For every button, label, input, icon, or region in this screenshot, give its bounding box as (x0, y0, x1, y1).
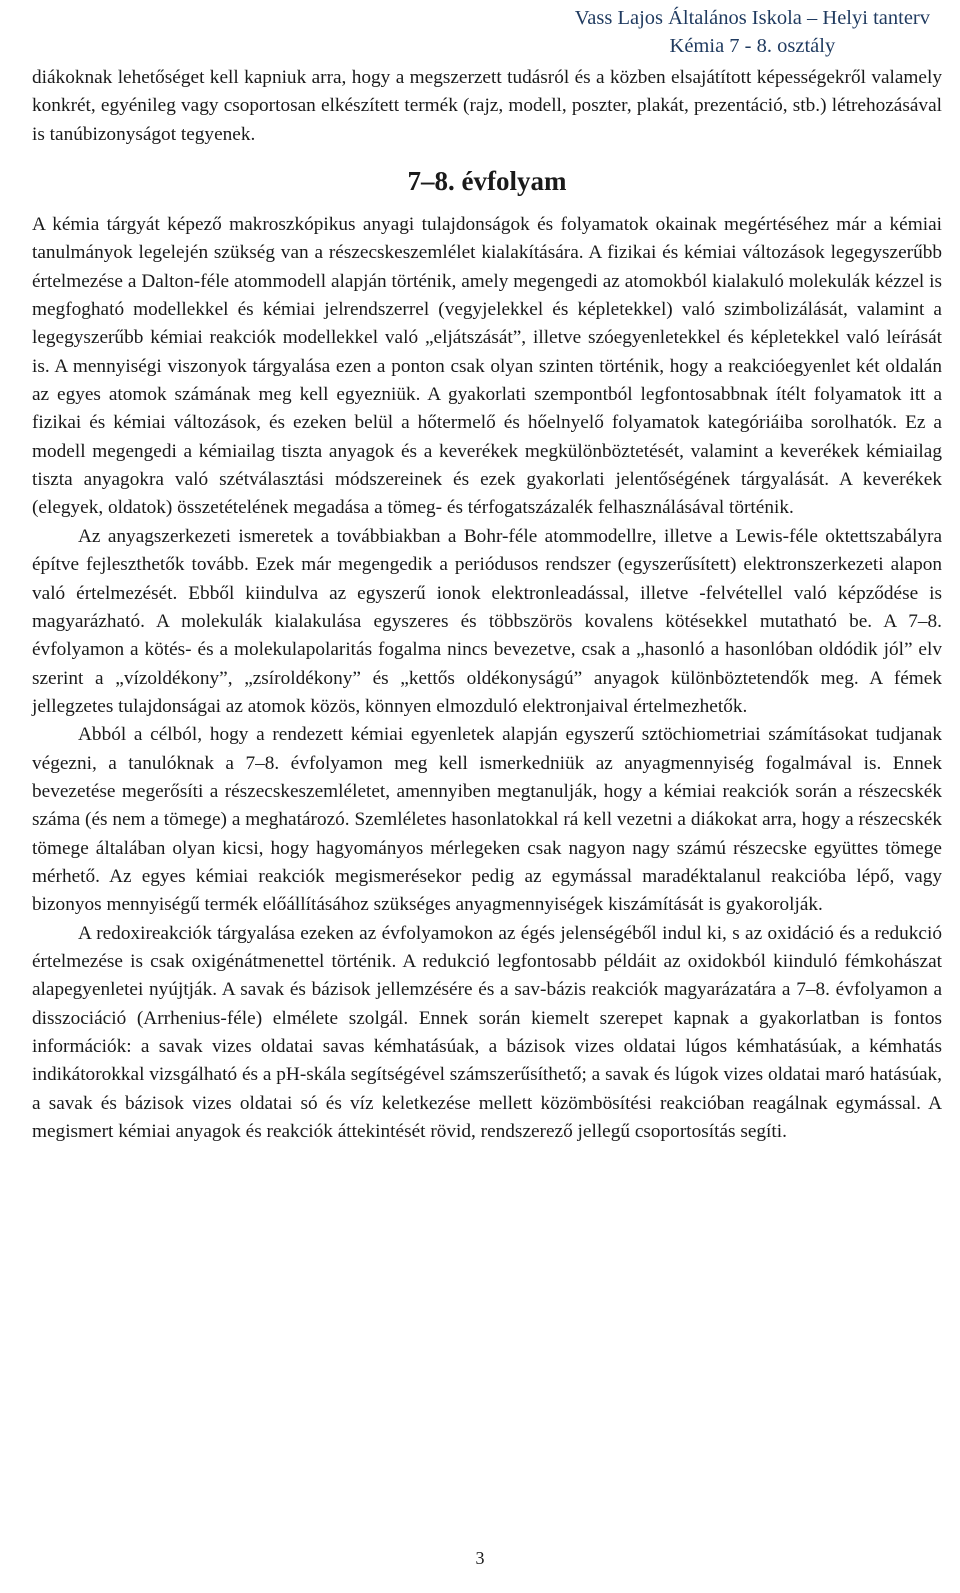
body-paragraph-4: A redoxireakciók tárgyalása ezeken az évfolyamokon az égés jelenségéből indul ki, s az oxidáció és a redukció értelmezése is csak oxigénátmenettel történik. A redukció legfontosabb példáit az oxidokból kiinduló fémkohászat alapegyenletei nyújtják. A savak és bázisok jellemzésére és a sav-bázis reakciók magyarázatára a 7–8. évfolyamon a disszociáció (Arrhenius-féle) elmélete szolgál. Ennek során kiemelt szerepet kapnak a gyakorlatban is fontos információk: a savak vizes oldatai savas kémhatásúak, a bázisok vizes oldatai lúgos kémhatásúak, a kémhatás indikátorokkal vizsgálható és a pH-skála segítségével számszerűsíthető; a savak és lúgok vizes oldatai maró hatásúak, a savak és bázisok vizes oldatai só és víz keletkezése mellett közömbösítési reakcióban reagálnak egymással. A megismert kémiai anyagok és reakciók áttekintését rövid, rendszerező jellegű csoportosítás segíti. (32, 922, 942, 1143)
document-body (32, 64, 942, 1146)
intro-paragraph: diákoknak lehetőséget kell kapniuk arra, hogy a megszerzett tudásról és a közben elsajátított képességekről valamely konkrét, egyénileg vagy csoportosan elkészített termék (rajz, modell, poszter, plakát, prezentáció, stb.) létrehozásával is tanúbizonyságot tegyenek. (32, 67, 942, 145)
body-paragraph-1: A kémia tárgyát képező makroszkópikus anyagi tulajdonságok és folyamatok okainak megértéséhez már a kémiai tanulmányok legelején szükség van a részecskeszemlélet kialakítására. A fizikai és kémiai változások legegyszerűbb értelmezése a Dalton-féle atommodell alapján történik, amely megengedi az atomokból kialakuló molekulák kézzel is megfogható modellekkel és kémiai jelrendszerrel (vegyjelekkel és képletekkel) való szimbolizálását, valamint a legegyszerűbb kémiai reakciók modellekkel való „eljátszását”, illetve szóegyenletekkel és képletekkel való leírását is. A mennyiségi viszonyok tárgyalása ezen a ponton csak olyan szinten történik, hogy a reakcióegyenlet két oldalán az egyes atomok számának meg kell egyezniük. A gyakorlati szempontból legfontosabbnak ítélt folyamatok itt a fizikai és kémiai változások, és ezeken belül a hőtermelő és hőelnyelő folyamatok kategóriáiba sorolhatók. Ez a modell megengedi a kémiailag tiszta anyagok és a keverékek megkülönböztetését, valamint a keverékek kémiailag tiszta anyagokra való szétválasztási módszereinek és ezek gyakorlati jelentőségének tárgyalását. A keverékek (elegyek, oldatok) összetételének megadása a tömeg- és térfogatszázalék felhasználásával történik. (32, 214, 942, 519)
page-header (575, 4, 930, 60)
body-paragraph-3: Abból a célból, hogy a rendezett kémiai egyenletek alapján egyszerű sztöchiometriai számításokat tudjanak végezni, a tanulóknak a 7–8. évfolyamon meg kell ismerkedniük az anyagmennyiség fogalmával is. Ennek bevezetése megerősíti a részecskeszemléletet, amennyiben megtanulják, hogy a kémiai reakciók során a részecskék száma (és nem a tömege) a meghatározó. Szemléletes hasonlatokkal rá kell vezetni a diákokat arra, hogy a részecskék tömege általában olyan kicsi, hogy hagyományos mérlegeken csak nagyon nagy számú részecske együttes tömege mérhető. Az egyes kémiai reakciók megismerésekor pedig az egymással maradéktalanul reakcióba lépő, vagy bizonyos mennyiségű termék előállításához szükséges anyagmennyiségek kiszámítását is gyakorolják. (32, 724, 942, 916)
page-number: 3 (475, 1548, 485, 1568)
body-paragraph-2: Az anyagszerkezeti ismeretek a továbbiakban a Bohr-féle atommodellre, illetve a Lewis-féle oktettszabályra építve fejleszthetők tovább. Ezek már megengedik a periódusos rendszer (egyszerűsített) elektronszerkezeti alapon való értelmezését. Ebből kiindulva az egyszerű ionok elektronleadással, illetve -felvétellel való képződése is magyarázható. A molekulák kialakulása egyszeres és többszörös kovalens kötésekkel mutatható be. A 7–8. évfolyamon a kötés- és a molekulapolaritás fogalma nincs bevezetve, csak a „hasonló a hasonlóban oldódik jól” elv szerint a „vízoldékony”, „zsíroldékony” és „kettős oldékonyságú” anyagok különböztetendők meg. A fémek jellegzetes tulajdonságai az atomok közös, könnyen elmozduló elektronjaival értelmezhetők. (32, 525, 942, 717)
section-heading: 7–8. évfolyam (407, 166, 567, 197)
header-school-title: Vass Lajos Általános Iskola – Helyi tanterv (574, 7, 930, 29)
header-subject: Kémia 7 - 8. osztály (669, 35, 836, 57)
